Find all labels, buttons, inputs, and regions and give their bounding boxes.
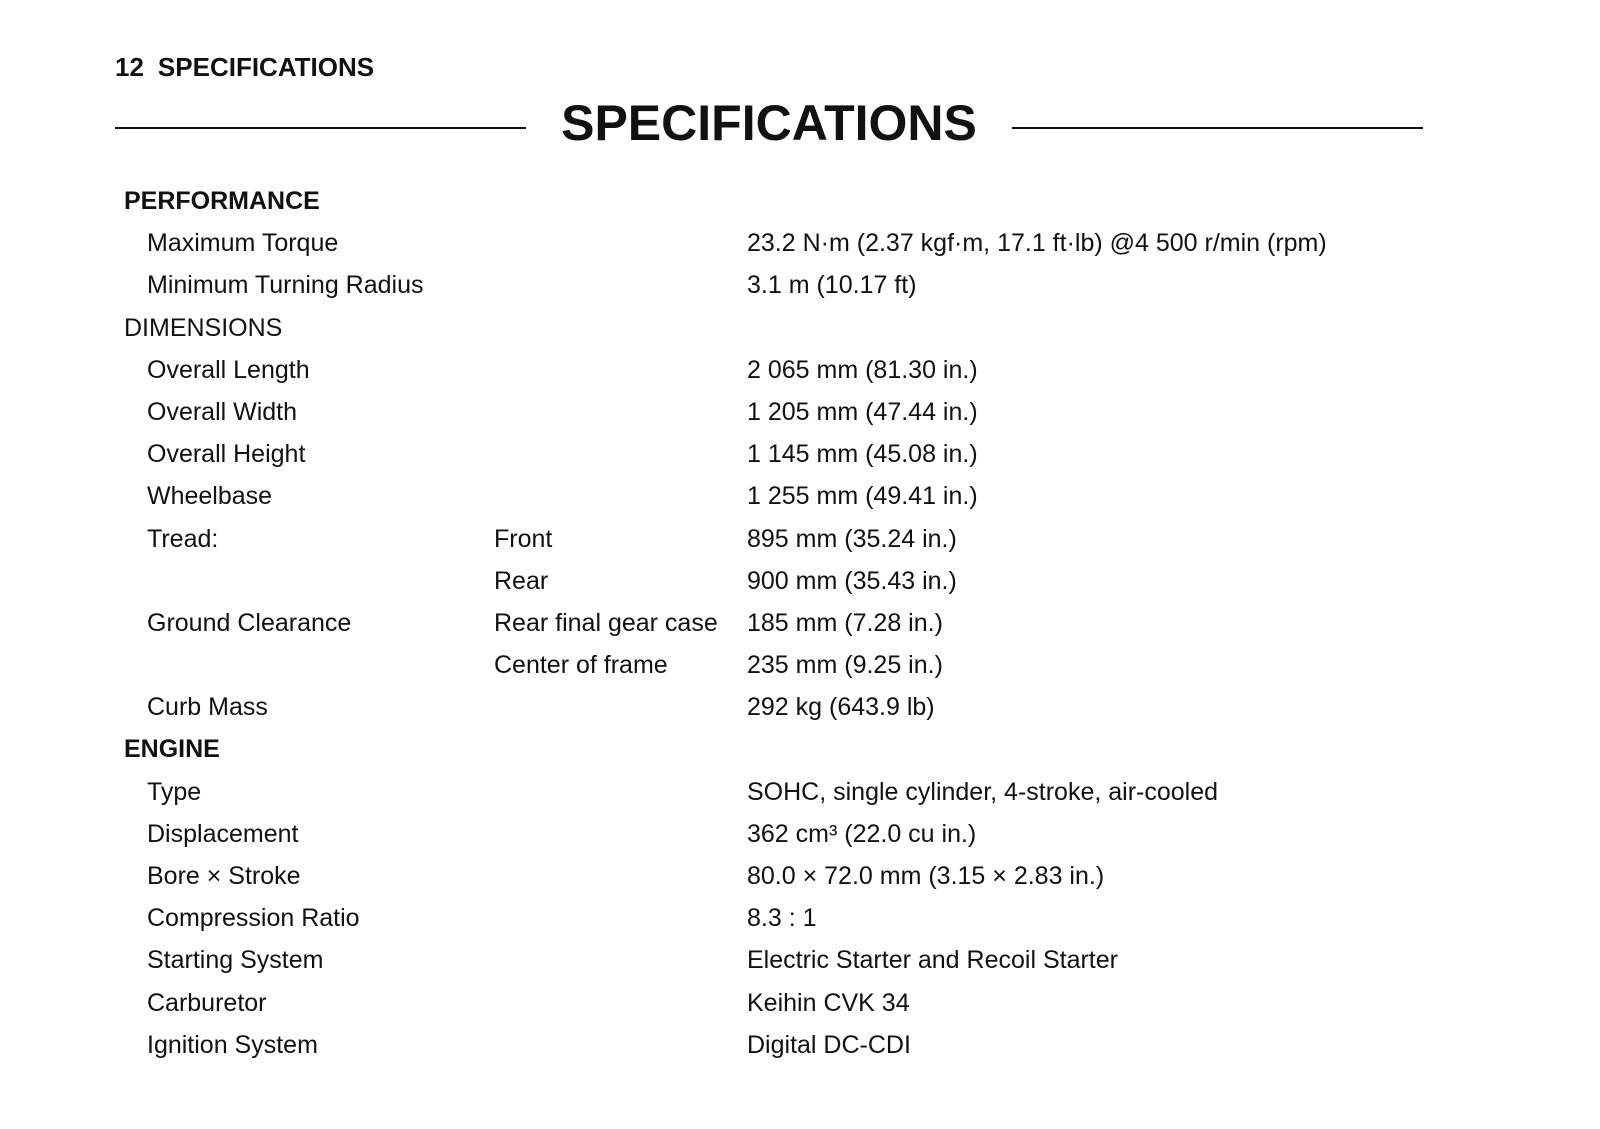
spec-sublabel: Front (494, 524, 553, 553)
spec-row (0, 813, 1600, 855)
spec-value: 80.0 × 72.0 mm (3.15 × 2.83 in.) (747, 862, 1105, 890)
spec-table (0, 180, 1600, 1066)
spec-row (0, 939, 1600, 981)
spec-row (0, 602, 1600, 644)
section-heading: PERFORMANCE (124, 187, 320, 215)
spec-label: Overall Width (147, 397, 298, 426)
spec-value: 362 cm³ (22.0 cu in.) (747, 819, 977, 848)
spec-value: 2 065 mm (81.30 in.) (747, 355, 978, 384)
spec-value: 895 mm (35.24 in.) (747, 524, 957, 553)
spec-row (0, 982, 1600, 1024)
spec-row (0, 264, 1600, 306)
spec-row (0, 391, 1600, 433)
spec-label: Overall Height (147, 440, 306, 469)
spec-row (0, 349, 1600, 391)
spec-label: Type (147, 777, 202, 806)
spec-sublabel: Rear final gear case (494, 608, 718, 637)
spec-row (0, 644, 1600, 686)
spec-label: Displacement (147, 819, 299, 848)
spec-label: Compression Ratio (147, 904, 360, 933)
spec-value: 235 mm (9.25 in.) (747, 651, 943, 680)
spec-value: 1 205 mm (47.44 in.) (747, 397, 978, 426)
section-heading-row (0, 307, 1600, 349)
spec-value: SOHC, single cylinder, 4-stroke, air-cooled (747, 777, 1219, 806)
spec-value: Digital DC-CDI (747, 1030, 911, 1059)
spec-row (0, 433, 1600, 475)
spec-label: Tread: (147, 524, 219, 553)
spec-row (0, 222, 1600, 264)
spec-value: 185 mm (7.28 in.) (747, 608, 943, 637)
spec-value: 3.1 m (10.17 ft) (747, 271, 917, 300)
spec-label: Carburetor (147, 988, 267, 1017)
spec-sublabel: Rear (494, 566, 549, 595)
section-heading: ENGINE (124, 735, 220, 764)
spec-value: 8.3 : 1 (747, 904, 817, 933)
running-title: SPECIFICATIONS (157, 52, 375, 82)
spec-row (0, 475, 1600, 517)
spec-value: Electric Starter and Recoil Starter (747, 946, 1118, 975)
spec-row (0, 1024, 1600, 1066)
spec-value: 23.2 N·m (2.37 kgf·m, 17.1 ft·lb) @4 500 r/min (rpm) (747, 229, 1327, 258)
spec-row (0, 855, 1600, 897)
spec-label: Maximum Torque (147, 229, 339, 258)
spec-row (0, 518, 1600, 560)
section-heading-row (0, 180, 1600, 222)
running-header (115, 52, 374, 83)
spec-label: Curb Mass (147, 693, 268, 722)
spec-label: Ignition System (147, 1030, 318, 1059)
page-title: SPECIFICATIONS (561, 95, 977, 151)
section-heading-row (0, 728, 1600, 770)
spec-value: 1 145 mm (45.08 in.) (747, 440, 978, 469)
spec-label: Starting System (147, 946, 324, 975)
spec-value: 1 255 mm (49.41 in.) (747, 482, 978, 511)
spec-value: 292 kg (643.9 lb) (747, 693, 935, 722)
page-number: 12 (115, 52, 144, 82)
spec-row (0, 897, 1600, 939)
spec-row (0, 771, 1600, 813)
spec-label: Bore × Stroke (147, 862, 301, 890)
section-heading: DIMENSIONS (124, 313, 283, 342)
spec-value: 900 mm (35.43 in.) (747, 566, 957, 595)
title-rule-right (1012, 127, 1423, 129)
spec-value: Keihin CVK 34 (747, 988, 910, 1017)
spec-row (0, 686, 1600, 728)
spec-label: Wheelbase (147, 482, 273, 511)
spec-label: Ground Clearance (147, 608, 352, 637)
title-rule-left (115, 127, 526, 129)
spec-row (0, 560, 1600, 602)
spec-label: Minimum Turning Radius (147, 271, 424, 300)
spec-sublabel: Center of frame (494, 651, 668, 680)
spec-label: Overall Length (147, 355, 310, 384)
